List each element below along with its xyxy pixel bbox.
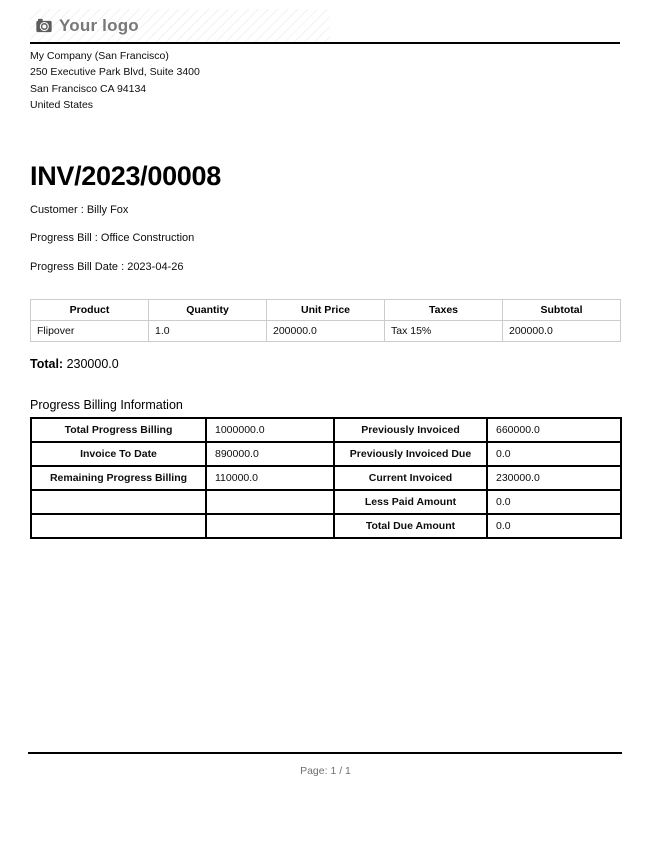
table-row bbox=[31, 466, 621, 490]
pb-value: 0.0 bbox=[487, 442, 621, 466]
pb-value: 0.0 bbox=[487, 490, 621, 514]
customer-line: Customer : Billy Fox bbox=[30, 203, 129, 216]
cell-subtotal: 200000.0 bbox=[503, 320, 621, 341]
header-divider bbox=[30, 42, 620, 44]
pb-label: Total Progress Billing bbox=[31, 418, 206, 442]
table-row bbox=[31, 320, 621, 341]
progress-billing-table bbox=[30, 417, 622, 539]
pb-value: 0.0 bbox=[487, 514, 621, 538]
pb-label-empty bbox=[31, 514, 206, 538]
progress-bill-line: Progress Bill : Office Construction bbox=[30, 232, 195, 245]
pb-label: Total Due Amount bbox=[334, 514, 487, 538]
pb-value: 660000.0 bbox=[487, 418, 621, 442]
col-header-subtotal: Subtotal bbox=[503, 299, 621, 320]
table-row bbox=[31, 442, 621, 466]
camera-icon bbox=[36, 18, 52, 33]
pb-label: Less Paid Amount bbox=[334, 490, 487, 514]
cell-unit-price: 200000.0 bbox=[267, 320, 385, 341]
pb-value: 1000000.0 bbox=[206, 418, 334, 442]
col-header-unit-price: Unit Price bbox=[267, 299, 385, 320]
cell-product: Flipover bbox=[31, 320, 149, 341]
company-city: San Francisco CA 94134 bbox=[30, 82, 147, 95]
company-logo-placeholder bbox=[30, 9, 330, 42]
line-items-table bbox=[30, 299, 621, 342]
col-header-taxes: Taxes bbox=[385, 299, 503, 320]
pb-value-empty bbox=[206, 514, 334, 538]
total-label: Total: bbox=[30, 356, 64, 371]
table-row bbox=[31, 514, 621, 538]
table-row bbox=[31, 418, 621, 442]
company-address-block bbox=[30, 48, 620, 114]
total-value: 230000.0 bbox=[66, 356, 119, 371]
company-country: United States bbox=[30, 99, 94, 112]
total-line bbox=[30, 357, 620, 371]
progress-billing-section-title: Progress Billing Information bbox=[30, 397, 183, 412]
pb-label: Previously Invoiced Due bbox=[334, 442, 487, 466]
company-name: My Company (San Francisco) bbox=[30, 50, 169, 62]
pb-value: 230000.0 bbox=[487, 466, 621, 490]
pb-label: Invoice To Date bbox=[31, 442, 206, 466]
line-items-header-row bbox=[31, 299, 621, 320]
pb-label: Remaining Progress Billing bbox=[31, 466, 206, 490]
document-content bbox=[30, 0, 620, 539]
table-row bbox=[31, 490, 621, 514]
cell-quantity: 1.0 bbox=[149, 320, 267, 341]
pb-label: Previously Invoiced bbox=[334, 418, 487, 442]
progress-bill-date-line: Progress Bill Date : 2023-04-26 bbox=[30, 260, 184, 273]
page-number: Page: 1 / 1 bbox=[300, 765, 351, 777]
pb-label: Current Invoiced bbox=[334, 466, 487, 490]
company-street: 250 Executive Park Blvd, Suite 3400 bbox=[30, 66, 200, 79]
pb-value-empty bbox=[206, 490, 334, 514]
pb-value: 890000.0 bbox=[206, 442, 334, 466]
col-header-quantity: Quantity bbox=[149, 299, 267, 320]
footer-divider bbox=[28, 752, 622, 754]
pb-label-empty bbox=[31, 490, 206, 514]
col-header-product: Product bbox=[31, 299, 149, 320]
cell-taxes: Tax 15% bbox=[385, 320, 503, 341]
invoice-number-title: INV/2023/00008 bbox=[30, 160, 221, 191]
logo-text: Your logo bbox=[59, 15, 139, 35]
pb-value: 110000.0 bbox=[206, 466, 334, 490]
